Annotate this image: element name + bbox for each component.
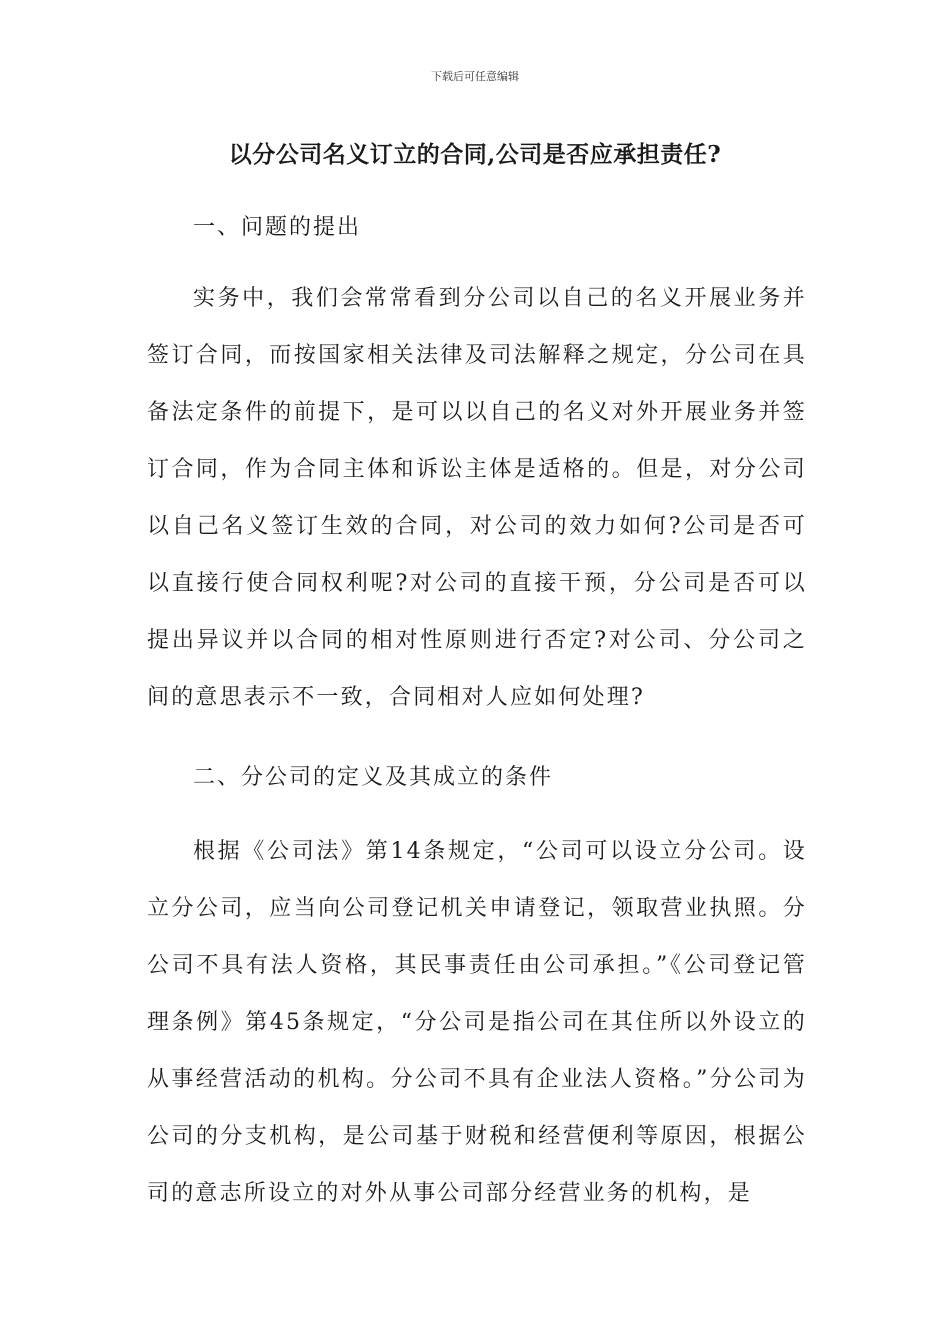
document-title: 以分公司名义订立的合同,公司是否应承担责任? [228, 141, 722, 168]
section-heading-1: 一、问题的提出 [193, 215, 362, 240]
section-paragraph-2: 根据《公司法》第14条规定，“公司可以设立分公司。设立分公司，应当向公司登记机关申请登记，领取营业执照。分公司不具有法人资格，其民事责任由公司承担。”《公司登记管理条例》第45条规定，“分公司是指公司在其住所以外设立的从事经营活动的机构。分公司不具有企业法人资格。”分公司为公司的分支机构，是公司基于财税和经营便利等原因，根据公司的意志所设立的对外从事公司部分经营业务的机构，是 [147, 839, 807, 1206]
section-heading-2: 二、分公司的定义及其成立的条件 [193, 765, 554, 790]
section-paragraph-1: 实务中，我们会常常看到分公司以自己的名义开展业务并签订合同，而按国家相关法律及司法解释之规定，分公司在具备法定条件的前提下，是可以以自己的名义对外开展业务并签订合同，作为合同主体和诉讼主体是适格的。但是，对分公司以自己名义签订生效的合同，对公司的效力如何?公司是否可以直接行使合同权利呢?对公司的直接干预，分公司是否可以提出异议并以合同的相对性原则进行否定?对公司、分公司之间的意思表示不一致，合同相对人应如何处理? [147, 286, 807, 710]
header-note: 下载后可任意编辑 [431, 70, 519, 83]
